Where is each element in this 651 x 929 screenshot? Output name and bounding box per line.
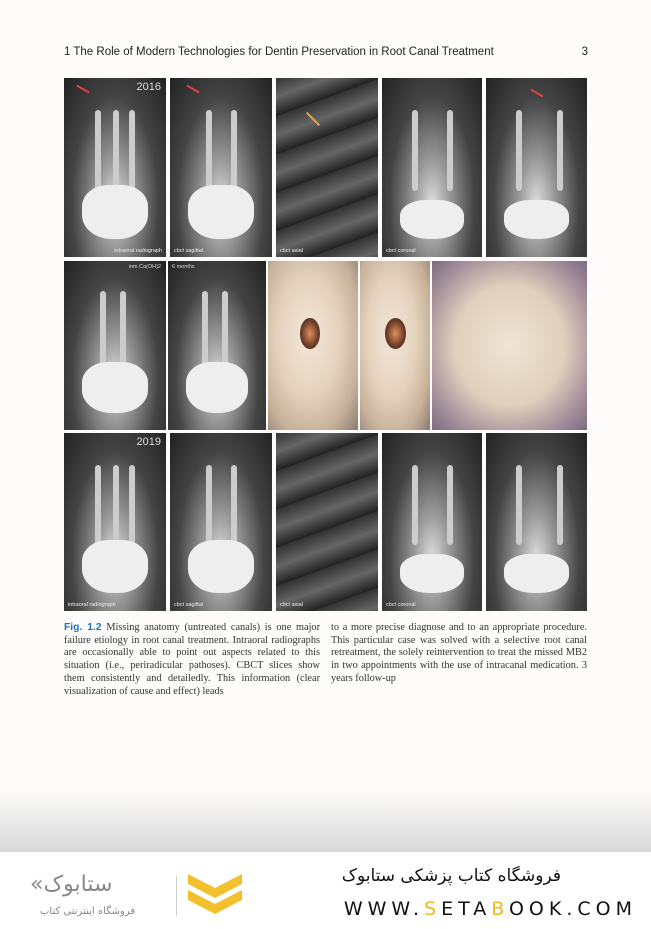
orange-arrow-icon (306, 112, 320, 126)
radiograph-2019 (64, 433, 166, 611)
panel-label: cbct axial (280, 248, 303, 254)
logo-text: ستابوک (43, 872, 113, 897)
cbct-axial-2019 (276, 433, 378, 611)
panel-label: cbct coronal (386, 248, 416, 254)
red-arrow-icon (186, 85, 199, 94)
caption-text: Missing anatomy (untreated canals) is one major failure etiology in root canal treatment. Intraoral radiographs are occasionally able to point out aspects related to this situation (i.e., periradicular pathoses). CBCT slices show them consistently and detailedly. This information (clear visualization of cause and effect) leads (64, 622, 321, 697)
panel-label: cbct sagittal (174, 248, 204, 254)
logo-tagline: فروشگاه اینترنتی کتاب (40, 906, 136, 917)
panel-label: cbct axial (280, 602, 303, 608)
caption-text: to a more precise diagnose and to an appropriate procedure. This particular case was solved with a selective root canal retreatment, the solely reintervention to treat the missed MB2 in two appointments with the use of intracanal medication. 3 years follow-up (331, 622, 587, 684)
cbct-slice-2016 (486, 78, 587, 257)
url-accent: S (424, 898, 442, 920)
figure-caption-col1 (64, 622, 320, 698)
cbct-sagittal-2016 (170, 78, 272, 257)
url-part: WWW. (343, 898, 425, 920)
clinical-photo-access-1 (268, 261, 358, 430)
panel-label: cbct coronal (386, 602, 416, 608)
cbct-coronal-2019 (382, 433, 482, 611)
store-banner (0, 852, 651, 929)
figure-label: Fig. 1.2 (64, 622, 102, 633)
cbct-slice-2019 (486, 433, 587, 611)
panel-label: inm Ca(OH)2 (128, 264, 161, 270)
running-header (64, 46, 588, 58)
red-arrow-icon (530, 89, 543, 98)
year-label: 2019 (136, 436, 161, 448)
cbct-sagittal-2019 (170, 433, 272, 611)
panel-label: intraoral radiograph (114, 248, 162, 254)
cbct-axial-2016 (276, 78, 378, 257)
red-arrow-icon (76, 85, 89, 94)
store-logo: «ستابوک (30, 872, 113, 897)
divider (176, 876, 177, 916)
clinical-photo-access-2 (360, 261, 430, 430)
page-shadow (0, 790, 651, 852)
panel-label: intraoral radiograph (68, 602, 116, 608)
store-url[interactable] (344, 898, 637, 920)
figure-caption-col2 (331, 622, 587, 686)
chapter-title: 1 The Role of Modern Technologies for Dentin Preservation in Root Canal Treatment (64, 46, 494, 58)
url-part: ETA (441, 898, 492, 920)
chevron-logo-icon (188, 874, 242, 918)
panel-label: cbct sagittal (174, 602, 204, 608)
radiograph-calcium-hydroxide (64, 261, 166, 430)
clinical-photo-restored (432, 261, 587, 430)
url-accent: B (491, 898, 509, 920)
radiograph-2016 (64, 78, 166, 257)
url-part: OOK.COM (508, 898, 637, 920)
cbct-coronal-2016 (382, 78, 482, 257)
store-name: فروشگاه کتاب پزشکی ستابوک (341, 866, 561, 886)
page-number: 3 (581, 46, 588, 58)
panel-label: 6 months (172, 264, 195, 270)
radiograph-6-months (168, 261, 266, 430)
year-label: 2016 (136, 81, 161, 93)
